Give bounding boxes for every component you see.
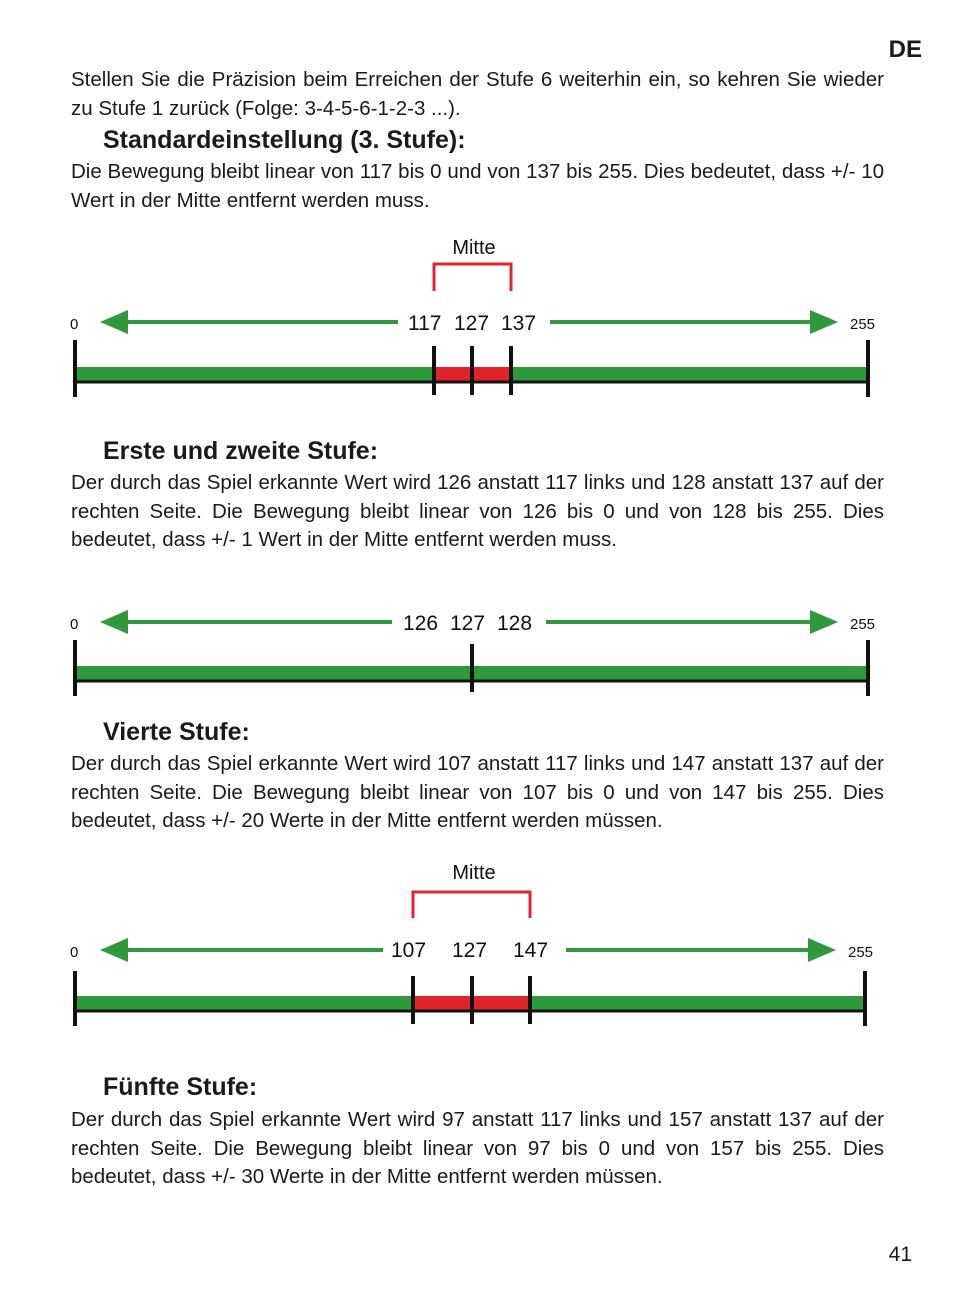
value-high: 128	[497, 612, 533, 635]
value-high: 147	[513, 939, 549, 962]
arrow-right-icon	[808, 938, 836, 962]
value-center: 127	[452, 939, 488, 962]
arrow-left-icon	[100, 610, 128, 634]
arrow-right-icon	[810, 610, 838, 634]
section-heading-fifth: Fünfte Stufe:	[103, 1073, 258, 1101]
value-center: 127	[450, 612, 486, 635]
value-low: 126	[403, 612, 439, 635]
value-low: 117	[408, 312, 442, 335]
mitte-label: Mitte	[452, 237, 496, 259]
intro-paragraph: Stellen Sie die Präzision beim Erreichen der Stufe 6 weiterhin ein, so kehren Sie wieder zu Stufe 1 zurück (Folge: 3-4-5-6-1-2-3 ...).	[71, 68, 884, 120]
diagram-standard	[0, 230, 954, 410]
min-label: 0	[70, 316, 79, 333]
section-text-standard: Die Bewegung bleibt linear von 117 bis 0 und von 137 bis 255. Dies bedeutet, dass +/- 10 Wert in der Mitte entfernt werden muss.	[71, 160, 884, 212]
section-text-first-second: Der durch das Spiel erkannte Wert wird 126 anstatt 117 links und 128 anstatt 137 auf der rechten Seite. Die Bewegung bleibt linear von 126 bis 0 und von 128 bis 255. Dies bedeutet, dass +/- 1 Wert in der Mitte entfernt werden muss.	[71, 471, 884, 551]
value-high: 137	[501, 312, 537, 335]
max-label: 255	[850, 616, 876, 633]
section-heading-first-second: Erste und zweite Stufe:	[103, 437, 379, 465]
section-heading-fourth: Vierte Stufe:	[103, 718, 250, 746]
diagram-first-second	[0, 596, 954, 706]
max-label: 255	[850, 316, 876, 333]
value-center: 127	[454, 312, 490, 335]
section-text-fifth: Der durch das Spiel erkannte Wert wird 97 anstatt 117 links und 157 anstatt 137 auf der rechten Seite. Die Bewegung bleibt linear von 97 bis 0 und von 157 bis 255. Dies bedeutet, dass +/- 30 Werte in der Mitte entfernt werden müssen.	[71, 1108, 884, 1188]
arrow-left-icon	[100, 310, 128, 334]
arrow-right-icon	[810, 310, 838, 334]
min-label: 0	[70, 944, 79, 961]
diagram-fourth	[0, 856, 954, 1036]
min-label: 0	[70, 616, 79, 633]
language-label: DE	[888, 36, 922, 63]
page-number: 41	[888, 1243, 912, 1266]
value-low: 107	[391, 939, 427, 962]
max-label: 255	[848, 944, 874, 961]
mitte-label: Mitte	[452, 862, 496, 884]
section-text-fourth: Der durch das Spiel erkannte Wert wird 107 anstatt 117 links und 147 anstatt 137 auf der rechten Seite. Die Bewegung bleibt linear von 107 bis 0 und von 147 bis 255. Dies bedeutet, dass +/- 20 Werte in der Mitte entfernt werden müssen.	[71, 752, 884, 832]
arrow-left-icon	[100, 938, 128, 962]
section-heading-standard: Standardeinstellung (3. Stufe):	[103, 126, 466, 154]
